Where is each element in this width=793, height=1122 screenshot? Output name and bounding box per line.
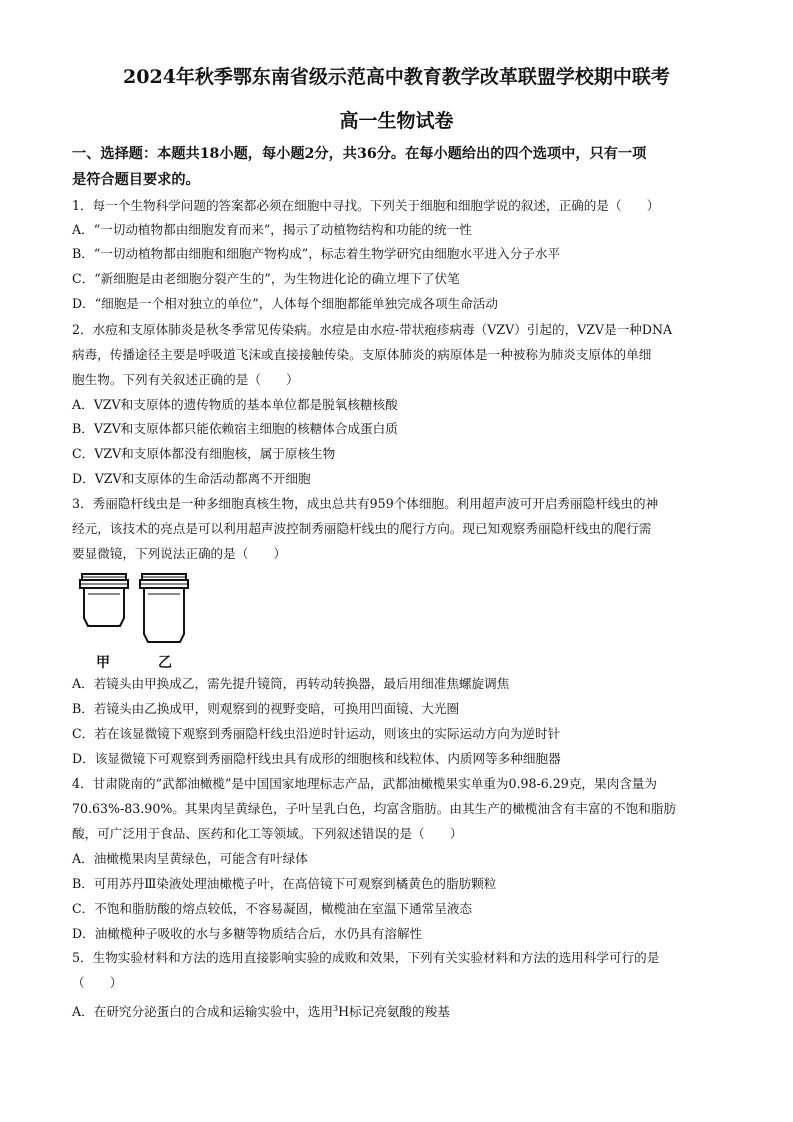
section-heading: 一、选择题：本题共18小题，每小题2分，共36分。在每小题给出的四个选项中，只有一项 [72,146,647,162]
q3-option-d: D．该显微镜下可观察到秀丽隐杆线虫具有成形的细胞核和线粒体、内质网等多种细胞器 [72,751,561,766]
q1-stem: 1．每一个生物科学问题的答案都必须在细胞中寻找。下列关于细胞和细胞学说的叙述，正确的是（ ） [72,198,660,213]
q5-stem-1: 5．生物实验材料和方法的选用直接影响实验的成败和效果，下列有关实验材料和方法的选用科学可行的是 [72,950,660,965]
q5-option-a-superscript: 3 [332,1004,339,1013]
q2-option-d: D．VZV和支原体的生命活动都离不开细胞 [72,471,311,486]
q4-option-b: B．可用苏丹Ⅲ染液处理油橄榄子叶，在高倍镜下可观察到橘黄色的脂肪颗粒 [72,876,497,891]
q2-option-b: B．VZV和支原体都只能依赖宿主细胞的核糖体合成蛋白质 [72,421,398,436]
q1-option-b: B．“一切动植物都由细胞和细胞产物构成”，标志着生物学研究由细胞水平进入分子水平 [72,246,561,261]
q3-stem-1: 3．秀丽隐杆线虫是一种多细胞真核生物，成虫总共有959个体细胞。利用超声波可开启秀丽隐杆线虫的神 [72,496,659,511]
q2-option-c: C．VZV和支原体都没有细胞核，属于原核生物 [72,446,336,461]
objective-lens-figure [76,570,196,670]
section-heading-cont: 是符合题目要求的。 [72,172,200,188]
q4-option-d: D．油橄榄种子吸收的水与多糖等物质结合后，水仍具有溶解性 [72,926,423,941]
q1-option-a: A．“一切动植物都由细胞发育而来”，揭示了动植物结构和功能的统一性 [72,222,472,237]
q5-stem-2: （ ） [72,975,123,990]
q4-option-c: C．不饱和脂肪酸的熔点较低，不容易凝固，橄榄油在室温下通常呈液态 [72,901,473,916]
q5-option-a-text-end: H标记亮氨酸的羧基 [338,1004,450,1019]
q2-option-a: A．VZV和支原体的遗传物质的基本单位都是脱氧核糖核酸 [72,397,398,412]
q3-option-a: A．若镜头由甲换成乙，需先提升镜筒，再转动转换器，最后用细准焦螺旋调焦 [72,676,510,691]
q2-stem-2: 病毒，传播途径主要是呼吸道飞沫或直接接触传染。支原体肺炎的病原体是一种被称为肺炎支原体的单细 [72,347,652,362]
objective-lens-drawing [76,570,196,652]
q2-stem-1: 2．水痘和支原体肺炎是秋冬季常见传染病。水痘是由水痘-带状疱疹病毒（VZV）引起的，VZV是一种DNA [72,322,673,337]
fig-label-jia: 甲 [96,655,110,671]
exam-subtitle: 高一生物试卷 [339,110,454,132]
q5-option-a [72,1001,450,1020]
q3-stem-2: 经元，该技术的亮点是可以利用超声波控制秀丽隐杆线虫的爬行方向。现已知观察秀丽隐杆线虫的爬行需 [72,521,652,536]
q4-stem-2: 70.63%-83.90%。其果肉呈黄绿色，子叶呈乳白色，均富含脂肪。由其生产的橄榄油含有丰富的不饱和脂肪 [72,801,677,816]
q1-option-c: C．“新细胞是由老细胞分裂产生的”，为生物进化论的确立埋下了伏笔 [72,271,460,286]
q2-stem-3: 胞生物。下列有关叙述正确的是（ ） [72,372,299,387]
q4-stem-3: 酸，可广泛用于食品、医药和化工等领域。下列叙述错误的是（ ） [72,826,463,841]
exam-title: 2024年秋季鄂东南省级示范高中教育教学改革联盟学校期中联考 [123,66,670,88]
q3-option-b: B．若镜头由乙换成甲，则观察到的视野变暗，可换用凹面镜、大光圈 [72,701,460,716]
q4-option-a: A．油橄榄果肉呈黄绿色，可能含有叶绿体 [72,851,308,866]
q5-option-a-text: A．在研究分泌蛋白的合成和运输实验中，选用 [72,1004,333,1019]
q4-stem-1: 4．甘肃陇南的“武都油橄榄”是中国国家地理标志产品，武都油橄榄果实单重为0.98-6.29克，果肉含量为 [72,776,657,791]
lens-yi-body [144,588,184,642]
q3-stem-3: 要显微镜，下列说法正确的是（ ） [72,546,287,561]
fig-label-yi: 乙 [158,655,172,671]
q3-option-c: C．若在该显微镜下观察到秀丽隐杆线虫沿逆时针运动，则该虫的实际运动方向为逆时针 [72,726,561,741]
q1-option-d: D．“细胞是一个相对独立的单位”，人体每个细胞都能单独完成各项生命活动 [72,296,498,311]
